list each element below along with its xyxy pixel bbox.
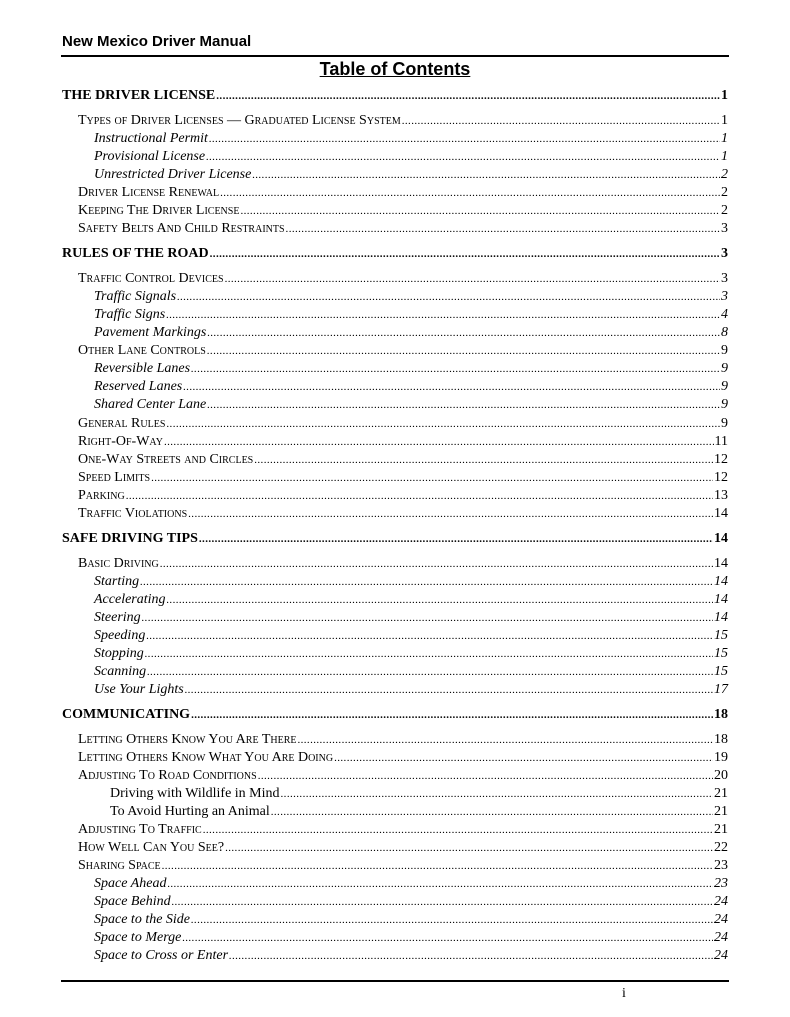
toc-entry-title: Speed Limits: [78, 470, 151, 485]
manual-title: New Mexico Driver Manual: [62, 33, 252, 50]
toc-entry-page: 19: [714, 750, 728, 765]
toc-entry-page: 1: [721, 113, 728, 128]
toc-entry-page: 14: [714, 556, 728, 571]
toc-entry-title: Traffic Control Devices: [78, 271, 224, 286]
toc-entry-title: Pavement Markings: [94, 325, 207, 340]
dot-leader: [147, 666, 713, 678]
toc-entry-page: 14: [714, 592, 728, 607]
toc-entry-page: 24: [714, 930, 728, 945]
toc-entry[interactable]: [94, 289, 728, 307]
toc-entry-page: 2: [721, 185, 728, 200]
dot-leader: [207, 399, 720, 411]
toc-entry[interactable]: [94, 930, 728, 948]
toc-entry-title: Adjusting To Road Conditions: [78, 768, 257, 783]
toc-entry-page: 3: [721, 246, 728, 261]
dot-leader: [210, 248, 720, 260]
toc-entry-title: Traffic Signals: [94, 289, 177, 304]
toc-entry[interactable]: [78, 434, 728, 452]
toc-entry[interactable]: [78, 416, 728, 434]
dot-leader: [402, 115, 720, 127]
toc-entry-title: Space to the Side: [94, 912, 191, 927]
toc-entry-page: 12: [714, 470, 728, 485]
toc-entry[interactable]: [94, 592, 728, 610]
toc-entry[interactable]: [94, 646, 728, 664]
toc-entry-title: Basic Driving: [78, 556, 159, 571]
dot-leader: [191, 709, 713, 721]
page-number: i: [622, 986, 626, 1001]
toc-section-entry[interactable]: [62, 246, 728, 264]
toc-entry-page: 24: [714, 948, 728, 963]
toc-entry-title: Accelerating: [94, 592, 166, 607]
toc-entry[interactable]: [94, 361, 728, 379]
dot-leader: [286, 223, 720, 235]
toc-entry-page: 3: [721, 271, 728, 286]
toc-entry[interactable]: [94, 912, 728, 930]
toc-entry-page: 14: [714, 574, 728, 589]
toc-entry[interactable]: [78, 203, 728, 221]
toc-entry-page: 14: [714, 506, 728, 521]
dot-leader: [203, 824, 713, 836]
toc-entry-title: Provisional License: [94, 149, 206, 164]
dot-leader: [162, 860, 713, 872]
dot-leader: [199, 533, 713, 545]
dot-leader: [167, 878, 713, 890]
toc-entry-title: Driving with Wildlife in Mind: [110, 786, 280, 801]
toc-entry-page: 17: [714, 682, 728, 697]
dot-leader: [146, 630, 713, 642]
toc-entry-title: Adjusting To Traffic: [78, 822, 202, 837]
toc-entry-page: 4: [721, 307, 728, 322]
toc-entry[interactable]: [94, 610, 728, 628]
toc-entry-title: Keeping The Driver License: [78, 203, 240, 218]
toc-entry[interactable]: [78, 556, 728, 574]
toc-entry[interactable]: [94, 379, 728, 397]
toc-entry-page: 21: [714, 804, 728, 819]
toc-entry-title: Other Lane Controls: [78, 343, 206, 358]
toc-entry-title: Shared Center Lane: [94, 397, 207, 412]
toc-entry-page: 1: [721, 149, 728, 164]
dot-leader: [166, 309, 720, 321]
toc-entry-page: 21: [714, 786, 728, 801]
toc-entry-page: 23: [714, 876, 728, 891]
toc-heading-text: Table of Contents: [319, 59, 471, 79]
toc-entry-title: COMMUNICATING: [62, 707, 191, 722]
toc-entry-page: 14: [714, 531, 728, 546]
toc-entry[interactable]: [78, 185, 728, 203]
toc-entry-page: 15: [714, 646, 728, 661]
toc-entry[interactable]: [78, 221, 728, 239]
toc-entry-page: 3: [721, 221, 728, 236]
toc-entry-page: 23: [714, 858, 728, 873]
toc-section-entry[interactable]: [62, 707, 728, 725]
toc-entry-title: Reserved Lanes: [94, 379, 183, 394]
dot-leader: [188, 508, 713, 520]
toc-entry-title: Starting: [94, 574, 140, 589]
toc-entry-title: Right-Of-Way: [78, 434, 163, 449]
toc-entry-title: How Well Can You See?: [78, 840, 225, 855]
toc-entry-page: 18: [714, 707, 728, 722]
toc-entry-title: Stopping: [94, 646, 144, 661]
toc-entry-title: General Rules: [78, 416, 166, 431]
dot-leader: [271, 806, 713, 818]
toc-entry-title: Space Ahead: [94, 876, 167, 891]
toc-entry[interactable]: [78, 452, 728, 470]
dot-leader: [160, 558, 713, 570]
dot-leader: [209, 133, 720, 145]
dot-leader: [191, 363, 720, 375]
toc-entry-title: Space to Cross or Enter: [94, 948, 229, 963]
toc-entry-title: Traffic Signs: [94, 307, 166, 322]
toc-entry-title: Sharing Space: [78, 858, 161, 873]
dot-leader: [225, 273, 720, 285]
toc-entry-page: 15: [714, 664, 728, 679]
toc-entry-page: 18: [714, 732, 728, 747]
toc-entry[interactable]: [78, 271, 728, 289]
toc-entry[interactable]: [110, 786, 728, 804]
toc-entry[interactable]: [94, 131, 728, 149]
toc-entry[interactable]: [94, 682, 728, 700]
toc-entry-page: 9: [721, 379, 728, 394]
footer-rule: [61, 980, 729, 982]
dot-leader: [151, 472, 713, 484]
dot-leader: [164, 436, 714, 448]
toc-entry[interactable]: [94, 876, 728, 894]
toc-entry[interactable]: [94, 325, 728, 343]
toc-entry[interactable]: [78, 840, 728, 858]
toc-entry-title: Use Your Lights: [94, 682, 184, 697]
header-rule: [61, 55, 729, 57]
dot-leader: [177, 291, 720, 303]
toc-entry-title: Scanning: [94, 664, 147, 679]
dot-leader: [207, 327, 720, 339]
toc-entry-title: THE DRIVER LICENSE: [62, 88, 216, 103]
toc-entry[interactable]: [78, 470, 728, 488]
toc-entry-title: Instructional Permit: [94, 131, 208, 146]
toc-entry-page: 9: [721, 397, 728, 412]
dot-leader: [225, 842, 713, 854]
dot-leader: [281, 788, 713, 800]
toc-entry-title: Space Behind: [94, 894, 171, 909]
dot-leader: [297, 734, 713, 746]
toc-section-entry[interactable]: [62, 531, 728, 549]
dot-leader: [334, 752, 713, 764]
toc-entry[interactable]: [78, 858, 728, 876]
toc-entry[interactable]: [78, 343, 728, 361]
toc-entry-page: 22: [714, 840, 728, 855]
toc-entry-title: Driver License Renewal: [78, 185, 220, 200]
dot-leader: [258, 770, 713, 782]
toc-entry[interactable]: [94, 664, 728, 682]
toc-entry[interactable]: [94, 948, 728, 966]
toc-entry-title: Speeding: [94, 628, 146, 643]
toc-entry-page: 13: [714, 488, 728, 503]
dot-leader: [183, 381, 720, 393]
toc-entry[interactable]: [94, 167, 728, 185]
toc-entry[interactable]: [78, 113, 728, 131]
toc-entry-title: Steering: [94, 610, 141, 625]
dot-leader: [206, 151, 720, 163]
toc-entry[interactable]: [94, 397, 728, 415]
toc-entry-title: SAFE DRIVING TIPS: [62, 531, 198, 546]
toc-entry[interactable]: [94, 894, 728, 912]
toc-entry-page: 1: [721, 131, 728, 146]
toc-heading: [0, 59, 790, 80]
dot-leader: [191, 914, 713, 926]
toc-entry-title: Safety Belts And Child Restraints: [78, 221, 285, 236]
dot-leader: [166, 418, 720, 430]
toc-entry-page: 9: [721, 416, 728, 431]
toc-entry[interactable]: [78, 750, 728, 768]
dot-leader: [145, 648, 713, 660]
dot-leader: [229, 950, 713, 962]
toc-entry-page: 3: [721, 289, 728, 304]
toc-entry-title: Space to Merge: [94, 930, 182, 945]
toc-section-entry[interactable]: [62, 88, 728, 106]
toc-entry-page: 9: [721, 361, 728, 376]
toc-entry-page: 15: [714, 628, 728, 643]
dot-leader: [254, 454, 713, 466]
dot-leader: [240, 205, 720, 217]
dot-leader: [252, 169, 720, 181]
toc-entry-page: 12: [714, 452, 728, 467]
dot-leader: [172, 896, 713, 908]
toc-entry[interactable]: [78, 506, 728, 524]
toc-entry-title: Letting Others Know What You Are Doing: [78, 750, 334, 765]
toc-entry[interactable]: [78, 768, 728, 786]
toc-entry-page: 20: [714, 768, 728, 783]
dot-leader: [167, 594, 713, 606]
toc-entry[interactable]: [94, 307, 728, 325]
toc-entry-page: 1: [721, 88, 728, 103]
toc-entry-page: 11: [714, 434, 728, 449]
toc-entry-title: To Avoid Hurting an Animal: [110, 804, 270, 819]
toc-entry-title: Reversible Lanes: [94, 361, 191, 376]
toc-entry-title: Types of Driver Licenses — Graduated License System: [78, 113, 401, 128]
toc-entry-title: Traffic Violations: [78, 506, 188, 521]
toc-entry-page: 24: [714, 894, 728, 909]
toc-entry-page: 8: [721, 325, 728, 340]
dot-leader: [142, 612, 713, 624]
toc-entry-title: Parking: [78, 488, 125, 503]
toc-entry-title: Letting Others Know You Are There: [78, 732, 297, 747]
dot-leader: [216, 90, 720, 102]
toc-entry[interactable]: [78, 732, 728, 750]
toc-entry-title: Unrestricted Driver License: [94, 167, 252, 182]
toc-entry-page: 9: [721, 343, 728, 358]
toc-entry-page: 2: [721, 167, 728, 182]
dot-leader: [220, 187, 720, 199]
dot-leader: [140, 576, 713, 588]
dot-leader: [126, 490, 713, 502]
dot-leader: [207, 345, 720, 357]
toc-entry[interactable]: [78, 822, 728, 840]
toc-entry[interactable]: [94, 628, 728, 646]
toc-entry-page: 14: [714, 610, 728, 625]
toc-entry-page: 2: [721, 203, 728, 218]
toc-entry[interactable]: [94, 149, 728, 167]
dot-leader: [182, 932, 713, 944]
toc-entry-title: One-Way Streets and Circles: [78, 452, 254, 467]
toc-entry-title: RULES OF THE ROAD: [62, 246, 209, 261]
toc-entry[interactable]: [78, 488, 728, 506]
dot-leader: [185, 684, 713, 696]
toc-entry[interactable]: [94, 574, 728, 592]
toc-entry-page: 21: [714, 822, 728, 837]
toc-entry[interactable]: [110, 804, 728, 822]
toc-entry-page: 24: [714, 912, 728, 927]
